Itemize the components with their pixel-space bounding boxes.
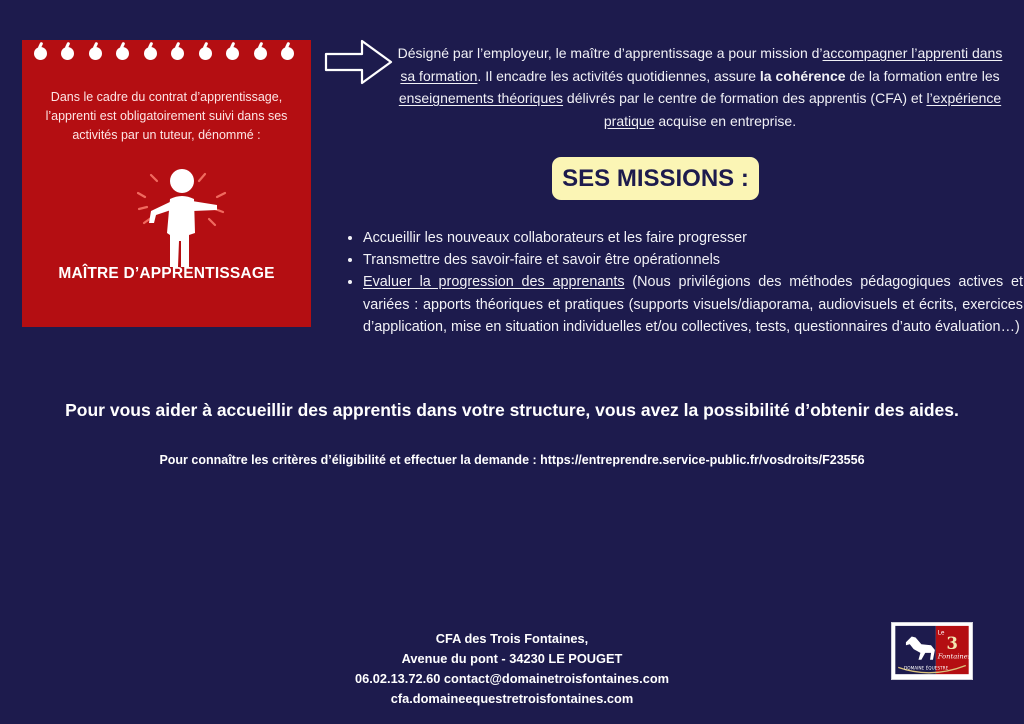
intro-underline-theoriques: enseignements théoriques bbox=[398, 90, 564, 106]
list-item: • Evaluer la progression des apprenants (Nous privilégions des méthodes pédagogiques actives et variées : apports théoriques et pratiques (supports visuels/diaporama, audiovisuels et écrits, exercices d’application, mise en situation individuelles et/ou collectives, tests, questionnaires d’auto évaluation…) bbox=[363, 271, 1023, 338]
intro-underline-pratique: l’expérience pratique bbox=[603, 90, 1002, 129]
tutor-card bbox=[22, 40, 311, 327]
ring-icon bbox=[116, 47, 129, 60]
logo bbox=[891, 622, 973, 680]
footer-website: cfa.domaineequestretroisfontaines.com bbox=[390, 691, 634, 706]
missions-heading: SES MISSIONS : bbox=[552, 157, 759, 200]
svg-text:3: 3 bbox=[946, 634, 958, 654]
card-intro-text: Dans le cadre du contrat d’apprentissage, l’apprenti est obligatoirement suivi dans ses activités par un tuteur, dénommé : bbox=[45, 90, 288, 142]
svg-text:Le: Le bbox=[937, 630, 945, 637]
missions-list bbox=[345, 227, 1023, 338]
intro-bold-coherence: la cohérence bbox=[759, 67, 846, 84]
notebook-rings bbox=[34, 47, 302, 65]
ring-icon bbox=[199, 47, 212, 60]
footer-contact bbox=[262, 629, 762, 709]
ring-icon bbox=[61, 47, 74, 60]
footer-address: Avenue du pont - 34230 LE POUGET bbox=[401, 651, 623, 666]
arrow-right-icon bbox=[322, 38, 394, 86]
ring-icon bbox=[89, 47, 102, 60]
footer-phone-email: 06.02.13.72.60 contact@domainetroisfontaines.com bbox=[354, 671, 670, 686]
ring-icon bbox=[144, 47, 157, 60]
ring-icon bbox=[254, 47, 267, 60]
list-item-underlined: Evaluer la progression des apprenants bbox=[363, 274, 625, 291]
footer-name: CFA des Trois Fontaines, bbox=[435, 631, 589, 646]
list-item: • Transmettre des savoir-faire et savoir être opérationnels bbox=[363, 249, 1023, 271]
intro-underline-accompagner: accompagner l’apprenti dans sa formation bbox=[400, 45, 1003, 84]
ring-icon bbox=[171, 47, 184, 60]
svg-text:Fontaines: Fontaines bbox=[937, 652, 972, 661]
ring-icon bbox=[34, 47, 47, 60]
list-item: • Accueillir les nouveaux collaborateurs et les faire progresser bbox=[363, 227, 1023, 249]
card-title: MAÎTRE D’APPRENTISSAGE bbox=[58, 265, 275, 282]
help-heading: Pour vous aider à accueillir des apprentis dans votre structure, vous avez la possibilité d’obtenir des aides. bbox=[65, 400, 959, 420]
help-subtext: Pour connaître les critères d’éligibilité et effectuer la demande : https://entreprendre.service-public.fr/vosdroits/F23556 bbox=[159, 453, 865, 467]
ring-icon bbox=[226, 47, 239, 60]
horse-logo-icon bbox=[892, 623, 972, 679]
ring-icon bbox=[281, 47, 294, 60]
person-presenting-icon bbox=[137, 163, 227, 273]
intro-paragraph: Désigné par l’employeur, le maître d’apprentissage a pour mission d’accompagner l’apprenti dans sa formation. Il encadre les activités quotidiennes, assure la cohérence de la formation entre les enseignements théoriques délivrés par le centre de formation des apprentis (CFA) et l’expérience pratique acquise en entreprise. bbox=[397, 45, 1003, 129]
svg-text:DOMAINE ÉQUESTRE: DOMAINE ÉQUESTRE bbox=[904, 665, 949, 671]
